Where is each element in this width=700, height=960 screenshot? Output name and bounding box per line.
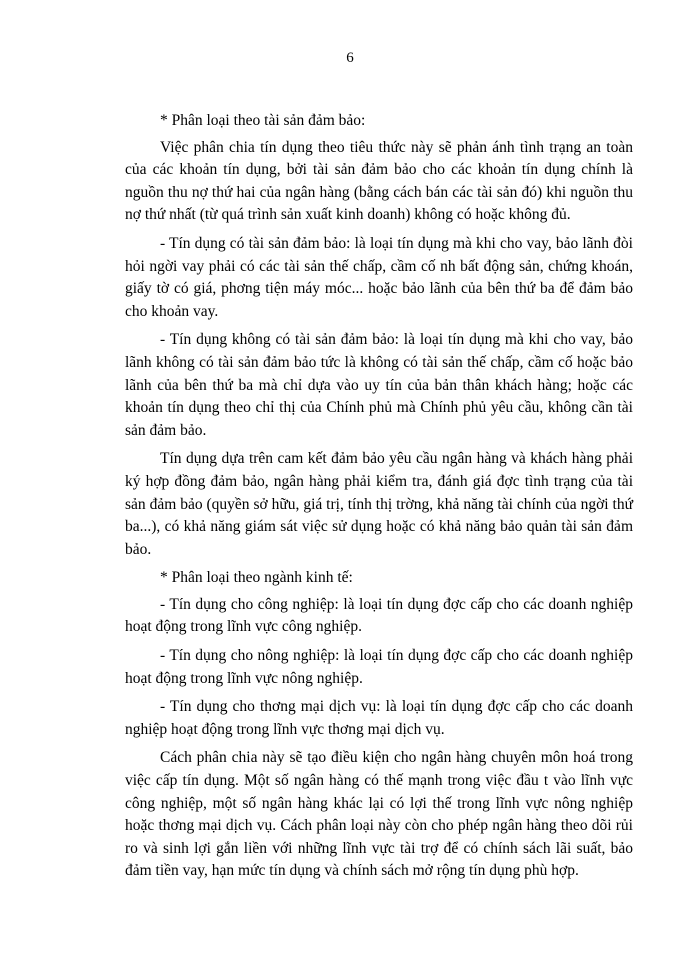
paragraph-industry-credit: - Tín dụng cho công nghiệp: là loại tín dụng đợc cấp cho các doanh nghiệp hoạt động trong lĩnh vực công nghiệp.	[125, 595, 633, 636]
paragraph-unsecured-credit: - Tín dụng không có tài sản đảm bảo: là loại tín dụng mà khi cho vay, bảo lãnh không có tài sản đảm bảo tức là không có tài sản thế chấp, cầm cố hoặc bảo lãnh của bên thứ ba mà chỉ dựa vào uy tín của bản thân khách hàng; hoặc các khoản tín dụng theo chỉ thị của Chính phủ mà Chính phủ yêu cầu, không cần tài sản đảm bảo.	[125, 331, 633, 439]
paragraph-secured-credit: - Tín dụng có tài sản đảm bảo: là loại tín dụng mà khi cho vay, bảo lãnh đòi hỏi ngời vay phải có các tài sản thế chấp, cầm cố nh bất động sản, chứng khoán, giấy tờ có giá, phơng tiện máy móc... hoặc bảo lãnh của bên thứ ba để đảm bảo cho khoản vay.	[125, 234, 633, 320]
paragraph-sector-conclusion: Cách phân chia này sẽ tạo điều kiện cho ngân hàng chuyên môn hoá trong việc cấp tín dụng. Một số ngân hàng có thế mạnh trong việc đầu t vào lĩnh vực công nghiệp, một số ngân hàng khác lại có lợi thế trong lĩnh vực nông nghiệp hoặc thơng mại dịch vụ. Cách phân loại này còn cho phép ngân hàng theo dõi rủi ro và sinh lợi gắn liền với những lĩnh vực tài trợ để có chính sách lãi suất, bảo đảm tiền vay, hạn mức tín dụng và chính sách mở rộng tín dụng phù hợp.	[125, 749, 633, 880]
document-body	[125, 110, 633, 889]
section-heading-collateral: * Phân loại theo tài sản đảm bảo:	[160, 112, 366, 129]
paragraph-collateral-intro: Việc phân chia tín dụng theo tiêu thức này sẽ phản ánh tình trạng an toàn của các khoản tín dụng, bởi tài sản đảm bảo cho các khoản tín dụng chính là nguồn thu nợ thứ hai của ngân hàng (bằng cách bán các tài sản đó) khi nguồn thu nợ thứ nhất (từ quá trình sản xuất kinh doanh) không có hoặc không đủ.	[125, 138, 633, 224]
paragraph-agriculture-credit: - Tín dụng cho nông nghiệp: là loại tín dụng đợc cấp cho các doanh nghiệp hoạt động trong lĩnh vực nông nghiệp.	[125, 647, 633, 687]
paragraph-collateral-commitment: Tín dụng dựa trên cam kết đảm bảo yêu cầu ngân hàng và khách hàng phải ký hợp đồng đảm bảo, ngân hàng phải kiểm tra, đánh giá đợc tình trạng của tài sản đảm bảo (quyền sở hữu, giá trị, tính thị trờng, khả năng tài chính của ngời thứ ba...), có khả năng giám sát việc sử dụng hoặc có khả năng bảo quản tài sản đảm bảo.	[125, 450, 633, 558]
paragraph-trade-service-credit: - Tín dụng cho thơng mại dịch vụ: là loại tín dụng đợc cấp cho các doanh nghiệp hoạt động trong lĩnh vực thơng mại dịch vụ.	[125, 698, 633, 738]
page-number: 6	[346, 50, 354, 66]
section-heading-economic-sector: * Phân loại theo ngành kinh tế:	[160, 569, 353, 587]
